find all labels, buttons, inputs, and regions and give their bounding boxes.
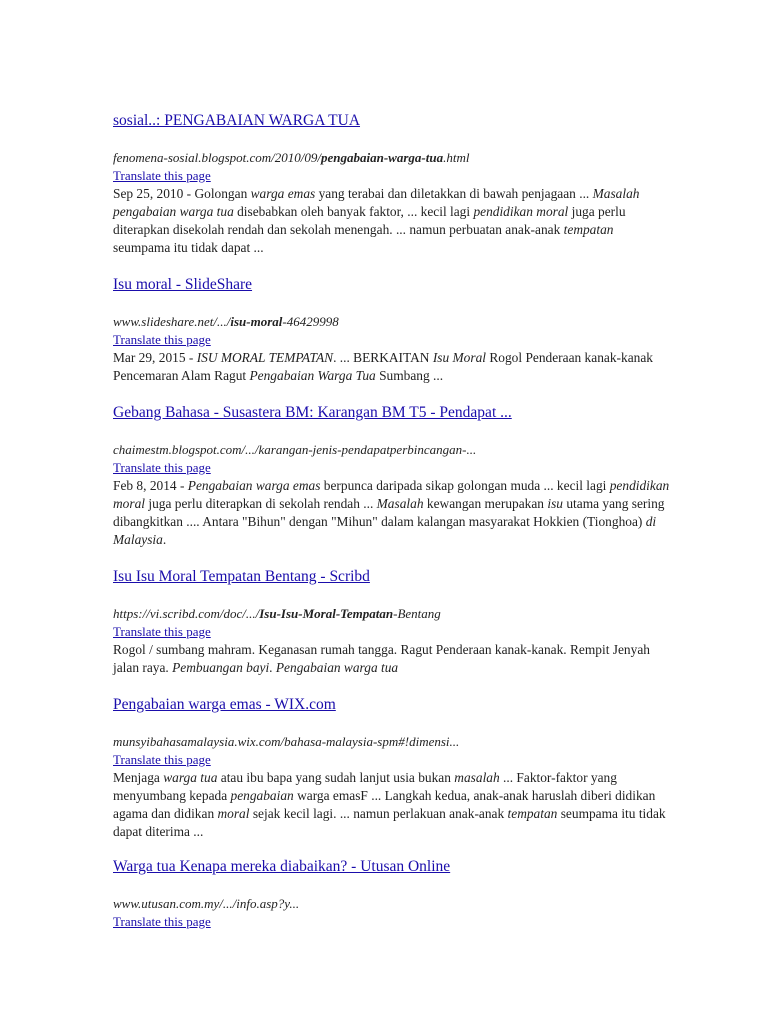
result-url [113, 313, 673, 331]
snippet-text: sejak kecil lagi. ... namun perlakuan anak-anak [249, 806, 508, 821]
snippet-text: yang terabai dan diletakkan di bawah penjagaan ... [315, 186, 593, 201]
snippet-text: Feb 8, 2014 - [113, 478, 188, 493]
snippet-keyword: warga emas [250, 186, 316, 201]
snippet-keyword: warga tua [163, 770, 218, 785]
url-segment: fenomena-sosial.blogspot.com/2010/09/ [113, 150, 321, 165]
snippet-keyword: Pembuangan bayi [172, 660, 270, 675]
url-highlight: Isu-Isu-Moral-Tempatan [259, 606, 394, 621]
result-title-link[interactable]: Gebang Bahasa - Susastera BM: Karangan BM T5 - Pendapat ... [113, 404, 512, 421]
result-url [113, 733, 673, 751]
translate-page-link[interactable]: Translate this page [113, 168, 211, 183]
search-result [113, 856, 673, 931]
url-segment: https://vi.scribd.com/doc/.../ [113, 606, 260, 621]
translate-page-link[interactable]: Translate this page [113, 460, 211, 475]
snippet-text: Rogol Penderaan kanak-kanak Pencemaran Alam Ragut [113, 350, 653, 383]
result-snippet [113, 769, 673, 841]
snippet-text: . [269, 660, 276, 675]
snippet-keyword: Pengabaian Warga Tua [249, 368, 376, 383]
snippet-keyword: tempatan [563, 222, 614, 237]
snippet-keyword: pendidikan moral [113, 478, 670, 511]
snippet-text: seumpama itu tidak dapat ... [113, 240, 264, 255]
result-url [113, 605, 673, 623]
snippet-keyword: Masalah [376, 496, 424, 511]
snippet-text: Rogol / sumbang mahram. Keganasan rumah tangga. Ragut Penderaan kanak-kanak. Rempit Jenyah jalan raya. [113, 642, 650, 675]
snippet-text: kewangan merupakan [423, 496, 548, 511]
search-result [113, 110, 673, 257]
snippet-text: atau ibu bapa yang sudah lanjut usia bukan [217, 770, 455, 785]
snippet-text: . [162, 532, 167, 547]
url-segment: www.utusan.com.my/.../info.asp?y... [113, 896, 300, 911]
snippet-text: Menjaga [113, 770, 164, 785]
snippet-keyword: pendidikan moral [473, 204, 569, 219]
snippet-keyword: Masalah pengabaian warga tua [113, 186, 640, 219]
result-snippet [113, 185, 673, 257]
snippet-text: juga perlu diterapkan di sekolah rendah ... [145, 496, 377, 511]
snippet-keyword: moral [217, 806, 250, 821]
result-title-link[interactable]: Pengabaian warga emas - WIX.com [113, 696, 336, 713]
result-title-link[interactable]: Warga tua Kenapa mereka diabaikan? - Utusan Online [113, 858, 451, 875]
url-highlight: isu-moral [230, 314, 283, 329]
snippet-keyword: masalah [454, 770, 500, 785]
snippet-keyword: ISU MORAL TEMPATAN [196, 350, 334, 365]
result-url [113, 441, 673, 459]
result-snippet [113, 477, 673, 549]
snippet-text: utama yang sering dibangkitkan .... Antara "Bihun" dengan "Mihun" dalam kalangan masyarakat Hokkien (Tionghoa) [113, 496, 665, 529]
search-result [113, 566, 673, 677]
search-result [113, 274, 673, 385]
snippet-text: disebabkan oleh banyak faktor, ... kecil lagi [233, 204, 474, 219]
snippet-text: seumpama itu tidak dapat diterima ... [113, 806, 666, 839]
search-result [113, 402, 673, 549]
snippet-keyword: Isu Moral [432, 350, 487, 365]
url-segment: munsyibahasamalaysia.wix.com/bahasa-malaysia-spm#!dimensi... [113, 734, 460, 749]
snippet-text: Mar 29, 2015 - [113, 350, 197, 365]
snippet-text: Sep 25, 2010 - Golongan [113, 186, 251, 201]
url-segment: www.slideshare.net/.../ [113, 314, 231, 329]
snippet-keyword: tempatan [507, 806, 558, 821]
result-title-link[interactable]: sosial..: PENGABAIAN WARGA TUA [113, 112, 361, 129]
translate-page-link[interactable]: Translate this page [113, 332, 211, 347]
result-snippet [113, 641, 673, 677]
url-segment: .html [443, 150, 470, 165]
snippet-keyword: pengabaian [230, 788, 294, 803]
search-result [113, 694, 673, 841]
translate-page-link[interactable]: Translate this page [113, 624, 211, 639]
snippet-text: . ... BERKAITAN [333, 350, 433, 365]
result-url [113, 895, 673, 913]
snippet-keyword: Pengabaian warga emas [187, 478, 321, 493]
snippet-text: Sumbang ... [375, 368, 444, 383]
url-segment: chaimestm.blogspot.com/.../karangan-jenis-pendapatperbincangan-... [113, 442, 477, 457]
result-title-link[interactable]: Isu moral - SlideShare [113, 276, 253, 293]
url-highlight: pengabaian-warga-tua [321, 150, 444, 165]
snippet-keyword: isu [547, 496, 563, 511]
result-title-link[interactable]: Isu Isu Moral Tempatan Bentang - Scribd [113, 568, 370, 585]
result-url [113, 149, 673, 167]
snippet-text: juga perlu diterapkan disekolah rendah dan sekolah menengah. ... namun perbuatan anak-anak [113, 204, 626, 237]
url-segment: -Bentang [393, 606, 441, 621]
url-segment: -46429998 [282, 314, 339, 329]
snippet-text: berpunca daripada sikap golongan muda ... kecil lagi [320, 478, 610, 493]
result-snippet [113, 349, 673, 385]
translate-page-link[interactable]: Translate this page [113, 914, 211, 929]
snippet-text: ... Faktor-faktor yang menyumbang kepada [113, 770, 617, 803]
snippet-keyword: Pengabaian warga tua [275, 660, 399, 675]
snippet-text: warga emasF ... Langkah kedua, anak-anak haruslah diberi didikan agama dan didikan [113, 788, 656, 821]
snippet-keyword: di Malaysia [113, 514, 657, 547]
translate-page-link[interactable]: Translate this page [113, 752, 211, 767]
